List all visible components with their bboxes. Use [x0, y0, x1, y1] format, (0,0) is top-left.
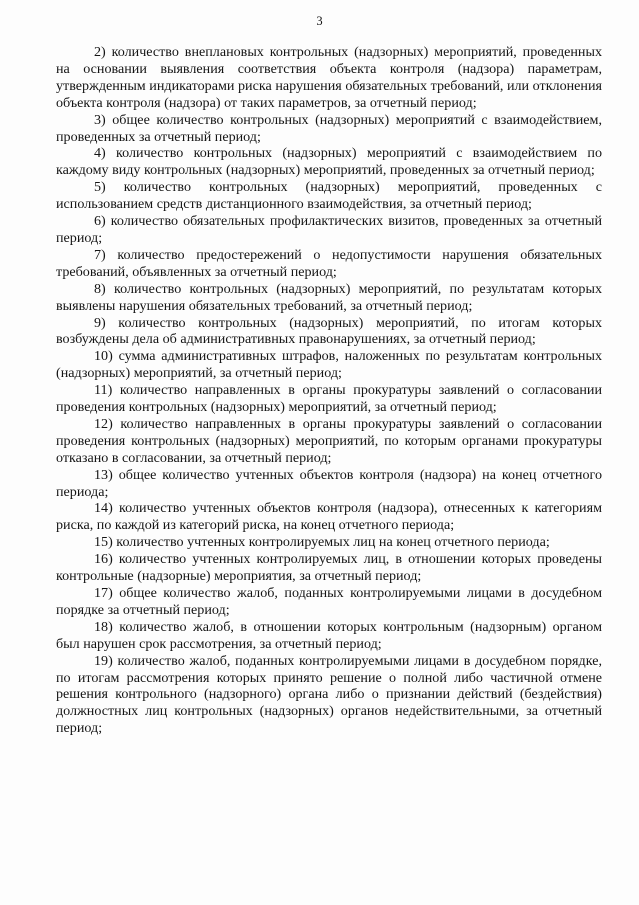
list-item-8: 8) количество контрольных (надзорных) мероприятий, по результатам которых выявлены нарушения обязательных требований, за отчетный период; [56, 280, 602, 314]
list-item-6: 6) количество обязательных профилактических визитов, проведенных за отчетный период; [56, 213, 602, 246]
list-item-13: 13) общее количество учтенных объектов контроля (надзора) на конец отчетного периода; [56, 466, 602, 500]
list-item-7: 7) количество предостережений о недопустимости нарушения обязательных требований, объявленных за отчетный период; [56, 246, 602, 280]
list-item-15: 15) количество учтенных контролируемых лиц на конец отчетного периода; [94, 534, 550, 551]
list-item-9: 9) количество контрольных (надзорных) мероприятий, по итогам которых возбуждены дела об административных правонарушениях, за отчетный период; [56, 314, 602, 348]
document-body [56, 44, 602, 737]
list-item-17: 17) общее количество жалоб, поданных контролируемыми лицами в досудебном порядке за отчетный период; [56, 585, 602, 618]
list-item-2: 2) количество внеплановых контрольных (надзорных) мероприятий, проведенных на основании выявления соответствия объекта контроля (надзора) параметрам, утвержденным индикаторами риска нарушения обязательных требований, или отклонения объекта контроля (надзора) от таких параметров, за отчетный период; [56, 44, 602, 111]
list-item-14: 14) количество учтенных объектов контроля (надзора), отнесенных к категориям риска, по каждой из категорий риска, на конец отчетного периода; [56, 500, 602, 534]
list-item-10: 10) сумма административных штрафов, наложенных по результатам контрольных (надзорных) мероприятий, за отчетный период; [56, 348, 602, 382]
list-item-19: 19) количество жалоб, поданных контролируемыми лицами в досудебном порядке, по итогам рассмотрения которых принято решение о полной либо частичной отмене решения контрольного (надзорного) органа либо о признании действий (бездействия) должностных лиц контрольных (надзорных) органов недействительными, за отчетный период; [56, 652, 602, 737]
list-item-18: 18) количество жалоб, в отношении которых контрольным (надзорным) органом был нарушен срок рассмотрения, за отчетный период; [56, 618, 602, 652]
list-item-5: 5) количество контрольных (надзорных) мероприятий, проведенных с использованием средств дистанционного взаимодействия, за отчетный период; [56, 179, 602, 213]
list-item-11: 11) количество направленных в органы прокуратуры заявлений о согласовании проведения контрольных (надзорных) мероприятий, за отчетный период; [56, 382, 602, 416]
list-item-4: 4) количество контрольных (надзорных) мероприятий с взаимодействием по каждому виду контрольных (надзорных) мероприятий, проведенных за отчетный период; [56, 145, 602, 179]
list-item-3: 3) общее количество контрольных (надзорных) мероприятий с взаимодействием, проведенных за отчетный период; [56, 111, 602, 145]
page-number: 3 [316, 14, 323, 28]
list-item-16: 16) количество учтенных контролируемых лиц, в отношении которых проведены контрольные (надзорные) мероприятия, за отчетный период; [56, 551, 602, 585]
list-item-12: 12) количество направленных в органы прокуратуры заявлений о согласовании проведения контрольных (надзорных) мероприятий, по которым органами прокуратуры отказано в согласовании, за отчетный период; [56, 415, 602, 466]
